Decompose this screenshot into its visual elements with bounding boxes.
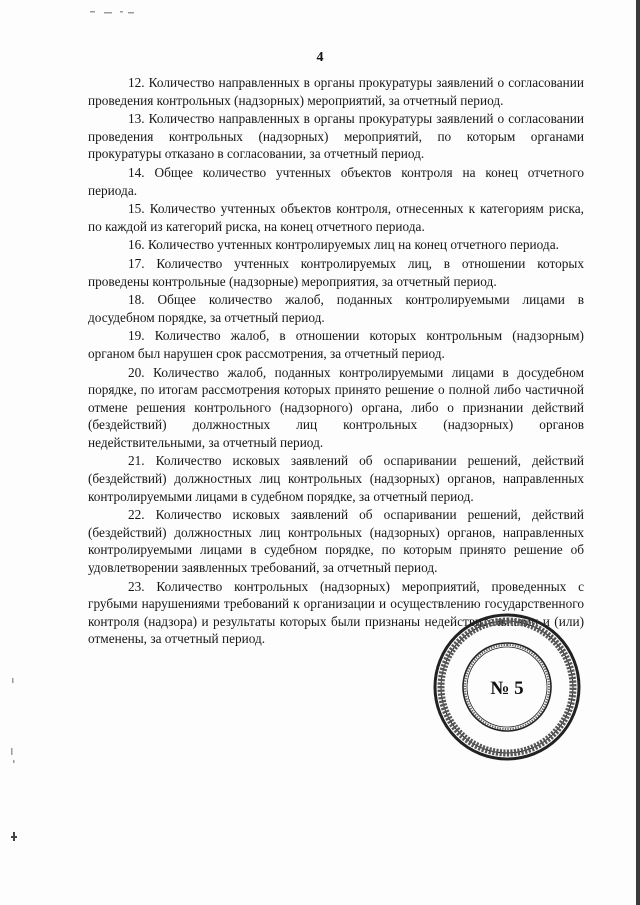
paragraph-21: 21. Количество исковых заявлений об оспаривании решений, действий (бездействий) должностных лиц контрольных (надзорных) органов, направленных контролируемыми лицами в судебном порядке, за отчетный период. [88, 453, 584, 504]
document-body [88, 74, 584, 649]
paragraph-13: 13. Количество направленных в органы прокуратуры заявлений о согласовании проведения контрольных (надзорных) мероприятий, по которым органами прокуратуры отказано в согласовании, за отчетный период. [88, 111, 584, 162]
paragraph-23: 23. Количество контрольных (надзорных) мероприятий, проведенных с грубыми нарушениями требований к организации и осуществлению государственного контроля (надзора) и результаты которых были признаны недействительными и (или) отменены, за отчетный период. [88, 578, 584, 647]
paragraph-20: 20. Количество жалоб, поданных контролируемыми лицами в досудебном порядке, по итогам рассмотрения которых принято решение о полной либо частичной отмене решения контрольного (надзорного) органа, либо о признании действий (бездействий) должностных лиц контрольных (надзорных) органов недействительными, за отчетный период. [88, 364, 584, 450]
paragraph-17: 17. Количество учтенных контролируемых лиц, в отношении которых проведены контрольные (надзорные) мероприятия, за отчетный период. [88, 255, 584, 289]
page-number: 4 [316, 50, 324, 65]
paragraph-22: 22. Количество исковых заявлений об оспаривании решений, действий (бездействий) должностных лиц контрольных (надзорных) органов, направленных контролируемыми лицами в судебном порядке, по которым принято решение об удовлетворении заявленных требований, за отчетный период. [88, 507, 584, 576]
paragraph-12: 12. Количество направленных в органы прокуратуры заявлений о согласовании проведения контрольных (надзорных) мероприятий, за отчетный период. [88, 75, 584, 108]
official-seal [432, 612, 582, 762]
paragraph-14: 14. Общее количество учтенных объектов контроля на конец отчетного периода. [88, 164, 584, 198]
paragraph-15: 15. Количество учтенных объектов контроля, отнесенных к категориям риска, по каждой из категорий риска, на конец отчетного периода. [88, 201, 584, 234]
paragraph-16: 16. Количество учтенных контролируемых лиц на конец отчетного периода. [128, 237, 559, 253]
paragraph-19: 19. Количество жалоб, в отношении которых контрольным (надзорным) органом был нарушен срок рассмотрения, за отчетный период. [88, 328, 584, 361]
seal-number: № 5 [490, 678, 524, 699]
paragraph-18: 18. Общее количество жалоб, поданных контролируемыми лицами в досудебном порядке, за отчетный период. [88, 292, 584, 325]
scan-edge [636, 0, 640, 905]
